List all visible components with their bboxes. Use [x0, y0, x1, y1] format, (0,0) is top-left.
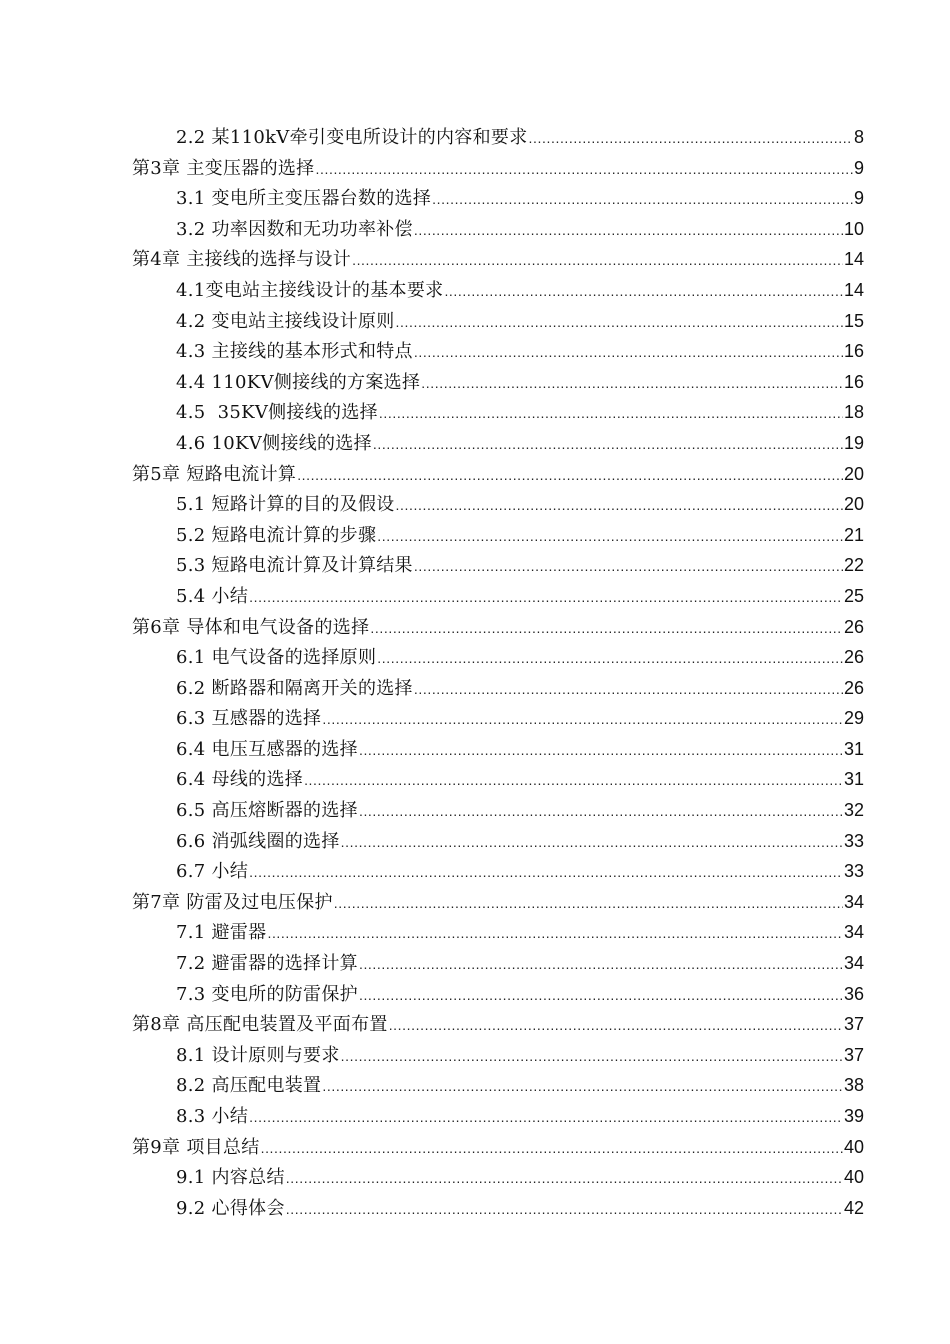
toc-page-number: 19: [843, 432, 864, 453]
toc-leader-dots: [249, 1102, 843, 1133]
toc-page-number: 34: [843, 953, 864, 974]
toc-leader-dots: [414, 215, 843, 246]
toc-page-number: 21: [843, 524, 864, 545]
toc-leader-dots: [267, 918, 843, 949]
toc-page-number: 34: [843, 891, 864, 912]
toc-entry[interactable]: [132, 520, 864, 551]
toc-page-number: 16: [843, 341, 864, 362]
toc-entry[interactable]: [132, 306, 864, 337]
toc-page-number: 38: [843, 1075, 864, 1096]
toc-leader-dots: [297, 460, 843, 491]
toc-page-number: 34: [843, 922, 864, 943]
toc-page-number: 25: [843, 585, 864, 606]
toc-entry-label: 5.2 短路电流计算的步骤: [176, 524, 377, 546]
toc-page-number: 10: [843, 218, 864, 239]
toc-entry-label: 4.2 变电站主接线设计原则: [176, 310, 395, 332]
toc-leader-dots: [414, 551, 843, 582]
toc-chapter-entry[interactable]: [132, 887, 864, 918]
toc-entry-label: 9.1 内容总结: [176, 1167, 285, 1189]
toc-entry-label: 4.4 110KV侧接线的方案选择: [176, 371, 421, 393]
toc-page-number: 29: [843, 708, 864, 729]
toc-leader-dots: [396, 490, 843, 521]
toc-leader-dots: [341, 827, 843, 858]
toc-entry[interactable]: [132, 489, 864, 520]
toc-entry[interactable]: [132, 1070, 864, 1101]
toc-leader-dots: [249, 582, 843, 613]
toc-entry-label: 4.6 10KV侧接线的选择: [176, 432, 372, 454]
toc-chapter-entry[interactable]: [132, 153, 864, 184]
toc-page-number: 8: [853, 127, 864, 147]
toc-page-number: 40: [843, 1136, 864, 1157]
toc-leader-dots: [359, 949, 843, 980]
toc-entry-label: 第3章 主变压器的选择: [132, 157, 315, 179]
toc-page-number: 14: [843, 279, 864, 300]
toc-entry[interactable]: [132, 856, 864, 887]
toc-leader-dots: [322, 704, 843, 735]
toc-leader-dots: [359, 796, 843, 827]
toc-page-number: 31: [843, 738, 864, 759]
toc-chapter-entry[interactable]: [132, 459, 864, 490]
toc-leader-dots: [286, 1194, 843, 1225]
toc-page-number: 42: [843, 1197, 864, 1218]
toc-entry-label: 3.2 功率因数和无功功率补偿: [176, 218, 413, 240]
toc-leader-dots: [396, 307, 843, 338]
toc-page-number: 32: [843, 800, 864, 821]
toc-leader-dots: [249, 857, 843, 888]
toc-leader-dots: [377, 643, 843, 674]
toc-entry[interactable]: [132, 581, 864, 612]
toc-entry[interactable]: [132, 826, 864, 857]
toc-leader-dots: [414, 337, 843, 368]
toc-entry-label: 6.1 电气设备的选择原则: [176, 647, 377, 669]
toc-entry-label: 第5章 短路电流计算: [132, 463, 297, 485]
toc-entry-label: 第9章 项目总结: [132, 1136, 260, 1158]
toc-leader-dots: [341, 1041, 843, 1072]
toc-entry-label: 8.3 小结: [176, 1106, 249, 1127]
toc-entry[interactable]: [132, 917, 864, 948]
toc-entry-label: 5.4 小结: [176, 585, 249, 607]
toc-entry[interactable]: [132, 1040, 864, 1071]
toc-entry[interactable]: [132, 214, 864, 245]
toc-leader-dots: [286, 1163, 843, 1194]
toc-entry[interactable]: [132, 275, 864, 306]
toc-entry[interactable]: [132, 183, 864, 214]
toc-page-number: 22: [843, 555, 864, 576]
toc-entry-label: 第4章 主接线的选择与设计: [132, 249, 352, 271]
toc-entry-label: 第8章 高压配电装置及平面布置: [132, 1014, 388, 1036]
toc-page-number: 39: [843, 1106, 864, 1126]
toc-entry[interactable]: [132, 764, 864, 795]
toc-entry-label: 2.2 某110kV牵引变电所设计的内容和要求: [176, 127, 528, 148]
toc-entry-label: 4.1变电站主接线设计的基本要求: [176, 279, 444, 301]
toc-leader-dots: [315, 154, 853, 185]
toc-entry[interactable]: [132, 1101, 864, 1132]
toc-leader-dots: [359, 980, 843, 1011]
toc-page-number: 16: [843, 371, 864, 392]
toc-page-number: 31: [843, 769, 864, 790]
toc-entry[interactable]: [132, 703, 864, 734]
toc-entry[interactable]: [132, 948, 864, 979]
toc-entry[interactable]: [132, 336, 864, 367]
toc-page-number: 33: [843, 830, 864, 851]
toc-chapter-entry[interactable]: [132, 1132, 864, 1163]
toc-entry[interactable]: [132, 397, 864, 428]
toc-entry[interactable]: [132, 367, 864, 398]
toc-leader-dots: [304, 765, 843, 796]
toc-page-number: 14: [843, 249, 864, 270]
toc-page-number: 26: [843, 647, 864, 668]
toc-leader-dots: [334, 888, 843, 919]
toc-page-number: 37: [843, 1014, 864, 1035]
toc-leader-dots: [373, 429, 843, 460]
toc-leader-dots: [529, 123, 853, 154]
toc-leader-dots: [370, 613, 843, 644]
toc-entry-label: 4.3 主接线的基本形式和特点: [176, 341, 413, 363]
toc-entry[interactable]: [132, 734, 864, 765]
toc-page-number: 20: [843, 494, 864, 515]
toc-page-number: 40: [843, 1167, 864, 1188]
toc-leader-dots: [414, 674, 843, 705]
toc-leader-dots: [432, 184, 853, 215]
toc-entry-label: 7.1 避雷器: [176, 922, 267, 944]
toc-page-number: 15: [843, 310, 864, 331]
toc-entry[interactable]: [132, 1193, 864, 1224]
toc-leader-dots: [389, 1010, 843, 1041]
toc-entry[interactable]: [132, 428, 864, 459]
toc-page-number: 33: [843, 861, 864, 882]
toc-entry-label: 6.3 互感器的选择: [176, 708, 322, 730]
toc-leader-dots: [379, 398, 843, 429]
toc-leader-dots: [352, 245, 843, 276]
toc-leader-dots: [421, 368, 843, 399]
toc-page-number: 26: [843, 616, 864, 637]
toc-entry[interactable]: [132, 550, 864, 581]
toc-entry-label: 8.2 高压配电装置: [176, 1075, 322, 1097]
toc-page-number: 18: [843, 402, 864, 423]
toc-entry-label: 7.2 避雷器的选择计算: [176, 953, 358, 975]
toc-entry-label: 5.1 短路计算的目的及假设: [176, 494, 395, 516]
toc-leader-dots: [261, 1133, 843, 1164]
toc-leader-dots: [444, 276, 843, 307]
toc-entry-label: 4.5 35KV侧接线的选择: [176, 402, 378, 424]
toc-entry-label: 5.3 短路电流计算及计算结果: [176, 555, 413, 577]
toc-page-number: 37: [843, 1044, 864, 1065]
toc-page-number: 9: [853, 157, 864, 178]
table-of-contents: [132, 122, 864, 1223]
toc-entry-label: 9.2 心得体会: [176, 1197, 285, 1219]
toc-entry-label: 第7章 防雷及过电压保护: [132, 891, 333, 913]
toc-entry-label: 6.5 高压熔断器的选择: [176, 800, 358, 822]
toc-entry[interactable]: [132, 1162, 864, 1193]
toc-leader-dots: [322, 1071, 843, 1102]
toc-leader-dots: [377, 521, 843, 552]
toc-entry[interactable]: [132, 795, 864, 826]
toc-entry[interactable]: [132, 979, 864, 1010]
toc-entry-label: 7.3 变电所的防雷保护: [176, 983, 358, 1005]
toc-entry-label: 第6章 导体和电气设备的选择: [132, 616, 370, 638]
toc-page-number: 26: [843, 677, 864, 698]
toc-entry-label: 3.1 变电所主变压器台数的选择: [176, 188, 432, 210]
toc-entry-label: 6.2 断路器和隔离开关的选择: [176, 677, 413, 699]
toc-chapter-entry[interactable]: [132, 1009, 864, 1040]
toc-page-number: 36: [843, 983, 864, 1004]
toc-entry-label: 6.6 消弧线圈的选择: [176, 830, 340, 852]
toc-entry[interactable]: [132, 122, 864, 153]
toc-entry-label: 8.1 设计原则与要求: [176, 1044, 340, 1066]
toc-leader-dots: [359, 735, 843, 766]
toc-chapter-entry[interactable]: [132, 612, 864, 643]
toc-entry[interactable]: [132, 673, 864, 704]
toc-chapter-entry[interactable]: [132, 244, 864, 275]
toc-entry[interactable]: [132, 642, 864, 673]
toc-entry-label: 6.4 电压互感器的选择: [176, 738, 358, 760]
toc-entry-label: 6.7 小结: [176, 861, 249, 883]
toc-page-number: 9: [853, 188, 864, 209]
toc-entry-label: 6.4 母线的选择: [176, 769, 304, 791]
toc-page-number: 20: [843, 463, 864, 484]
